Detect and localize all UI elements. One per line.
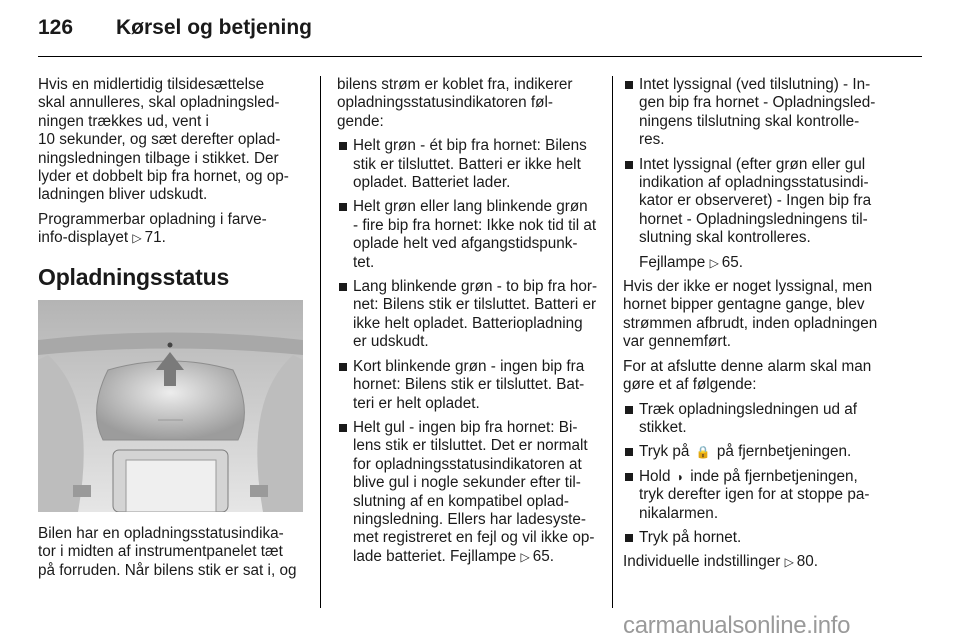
- charging-indicator-illustration: [38, 300, 303, 512]
- list-item: Hold ◗ inde på fjernbetjeningen, tryk derefter igen for at stoppe pa- nikalarmen.: [623, 468, 905, 523]
- list-item: Helt grøn - ét bip fra hornet: Bilens stik er tilsluttet. Batteri er ikke helt opladet. Batteriet lader.: [337, 137, 607, 192]
- page-number: 126: [38, 16, 74, 39]
- list-item: Helt grøn eller lang blinkende grøn - fire bip fra hornet: Ikke nok tid til at oplade helt ved afgangstidspunk- tet.: [337, 198, 607, 272]
- list-item: Tryk på hornet.: [623, 529, 905, 547]
- reference-arrow-icon: ▷: [784, 555, 794, 570]
- reference-arrow-icon: ▷: [132, 231, 142, 246]
- list-item: Træk opladningsledningen ud af stikket.: [623, 401, 905, 438]
- panic-alarm-icon: ◗: [676, 469, 684, 484]
- indicator-intro: bilens strøm er koblet fra, indikerer opladningsstatusindikatoren føl- gende:: [337, 76, 573, 130]
- list-item: Intet lyssignal (ved tilslutning) - In- gen bip fra hornet - Opladningsled- ningens tilslutning skal kontrolle- res.: [623, 76, 905, 150]
- dashboard-illustration-svg: [38, 300, 303, 512]
- page-reference-link[interactable]: ▷ 80.: [784, 553, 819, 571]
- chapter-title: Kørsel og betjening: [116, 16, 313, 39]
- paragraph-stop-alarm: For at afslutte denne alarm skal man gøre et af følgende:: [623, 357, 872, 394]
- stop-alarm-list: [623, 401, 905, 548]
- paragraph-horn-beeps: Hvis der ikke er noget lyssignal, men hornet bipper gentagne gange, blev strømmen afbrudt, inden opladningen var gennemført.: [623, 278, 878, 351]
- column-divider-2: [612, 76, 613, 608]
- paragraph-override-cancel: Hvis en midlertidig tilsidesættelse skal annulleres, skal opladningsled- ningen trækkes ud, vent i 10 sekunder, og sæt derefter oplad- ningsledningen tilbage i stikket. Der lyder et dobbelt bip fra hornet, og op- ladningen bliver udskudt.: [38, 76, 289, 204]
- column-2: [337, 76, 607, 572]
- list-item: Intet lyssignal (efter grøn eller gul indikation af opladningsstatusindi- kator er observeret) - Ingen bip fra hornet - Opladningsledningens til- slutning skal kontrolleres.: [623, 156, 905, 248]
- header-rule: [38, 56, 922, 57]
- paragraph-programmable-charging: Programmerbar opladning i farve- info-displayet ▷ 71.: [38, 210, 267, 247]
- column-1: [38, 76, 308, 586]
- list-item: Helt gul - ingen bip fra hornet: Bi- lens stik er tilsluttet. Det er normalt for opladningsstatusindikatoren at blive gul i nogle sekunder efter til- slutning af en kompatibel oplad- ningsledning. Ellers har ladesyste- met registreret en fejl og vil ikke op- lade batteriet. Fejllampe ▷ 65.: [337, 419, 607, 566]
- column-divider-1: [320, 76, 321, 608]
- list-item: Kort blinkende grøn - ingen bip fra hornet: Bilens stik er tilsluttet. Bat- teri er helt opladet.: [337, 358, 607, 413]
- reference-arrow-icon: ▷: [520, 549, 530, 564]
- column-3: [623, 76, 905, 578]
- no-light-signal-list: [623, 76, 905, 248]
- paragraph-individual-settings: Individuelle indstillinger ▷ 80.: [623, 553, 819, 571]
- list-item: Lang blinkende grøn - to bip fra hor- net: Bilens stik er tilsluttet. Batteri er ikke helt opladet. Batteriopladning er udskudt.: [337, 278, 607, 352]
- watermark: carmanualsonline.info: [623, 612, 851, 639]
- fejllampe-reference: Fejllampe ▷ 65.: [639, 253, 744, 271]
- section-heading: Opladningsstatus: [38, 263, 230, 290]
- page-reference-link[interactable]: ▷ 71.: [132, 229, 166, 247]
- page-header: [38, 16, 312, 46]
- car-unlock-icon: 🔒: [695, 445, 711, 460]
- reference-arrow-icon: ▷: [709, 255, 719, 270]
- figure-caption: Bilen har en opladningsstatusindika- tor i midten af instrumentpanelet tæt på forruden. Når bilens stik er sat i, og: [38, 525, 297, 579]
- list-item: Tryk på 🔒 på fjernbetjeningen.: [623, 443, 905, 461]
- indicator-status-list: [337, 137, 607, 566]
- page-reference-link[interactable]: ▷ 65.: [709, 253, 744, 271]
- page-reference-link[interactable]: ▷ 65.: [520, 547, 555, 565]
